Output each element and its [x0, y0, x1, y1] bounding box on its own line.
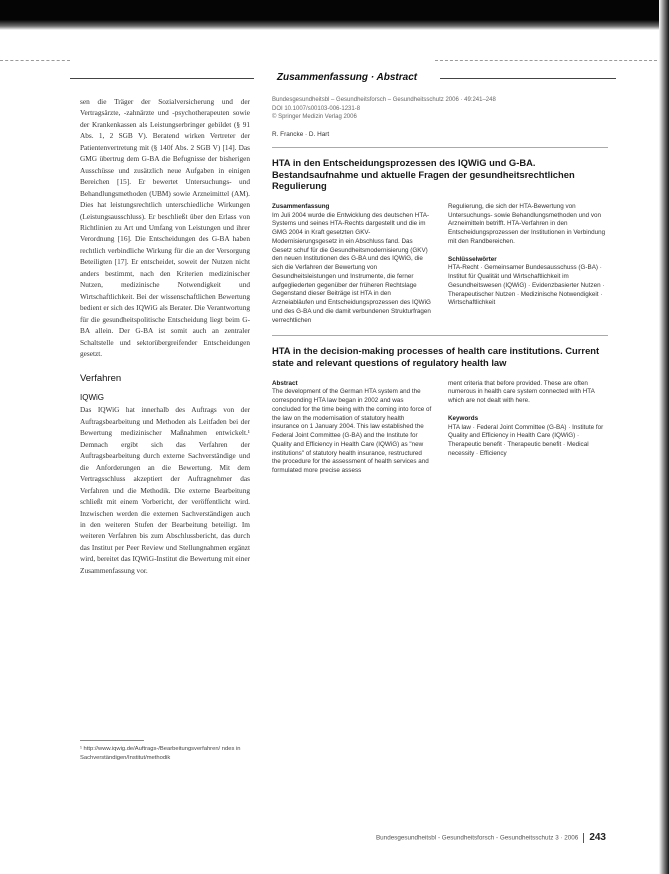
article-title-english: HTA in the decision-making processes of health care institutions. Current state and relevant questions of regulatory health law — [272, 345, 600, 368]
footnote-rule — [80, 740, 144, 741]
page-number: 243 — [589, 832, 606, 843]
dashed-rule-left — [0, 60, 70, 61]
footer-divider — [583, 833, 584, 843]
abstract-column-left — [272, 380, 432, 476]
german-summary-columns — [272, 203, 608, 326]
english-abstract-columns — [272, 380, 608, 476]
page-footer — [300, 833, 606, 844]
scan-border-top — [0, 0, 669, 30]
dashed-rule-right — [435, 60, 657, 61]
abstract-heading: Abstract — [272, 379, 298, 387]
zusammenfassung-continuation-block — [448, 203, 608, 247]
body-paragraph: Das IQWiG hat innerhalb des Auftrags von der Auftragsbearbeitung und Methoden als Leitfaden bei der Bewertung medizinischer Maßnahmen entwickelt.¹ Demnach ergibt sich das Verfahren der Auftragsbearbeitung durch externe Sachverständige und die Anforderungen an die Bewertung. Mit dem Vertragsschluss akzeptiert der Auftragnehmer das Verfahren und die Methodik. Die externe Bearbeitung schließt mit einem Vorbericht, der veröffentlicht wird. Inzwischen werden die externen Sachverständigen auch in den weiteren Stufen der Bearbeitung beteiligt. Im weiteren Verfahren bis zum Abschlussbericht, das durch das Institut per Peer Review und Stellungnahmen ergänzt wird, bereitet das IQWiG-Institut die Bewertung mit einer Zusammenfassung vor. — [80, 405, 250, 575]
abstract-column-right — [448, 380, 608, 476]
keywords-text: HTA law · Federal Joint Committee (G-BA) · Institute for Quality and Efficiency in Health Care (IQWiG) · Therapeutic benefit · Therapeutic benefit · Medical necessity · Efficiency — [448, 423, 604, 457]
authors: R. Francke · D. Hart — [272, 131, 330, 139]
section-heading-verfahren: Verfahren — [80, 373, 122, 385]
zusammenfassung-heading: Zusammenfassung — [272, 202, 330, 210]
summary-column-left — [272, 203, 432, 326]
scan-border-right — [659, 0, 669, 874]
left-body-column — [80, 96, 250, 576]
footnote: ¹ http://www.iqwig.de/Auftrags-/Bearbeitungsverfahren/ ndes in Sachverständigen/Institut/methodik — [80, 746, 241, 761]
abstract-continuation: ment criteria that before provided. These are often numerous in health care system connected with HTA which are not dealt with here. — [448, 379, 595, 405]
keywords-heading: Keywords — [448, 414, 479, 422]
body-paragraph: sen die Träger der Sozialversicherung und der Vertragsärzte, -zahnärzte und -psychotherapeuten sowie der Krankenkassen als Leistungserbringer gebildet (§ 91 Abs. 1, 2 SGB V). Beratend wirken Vertreter der Patientenvertretung mit (§ 140f Abs. 2 SGB V) [14]. Das GMG übertrug dem G-BA die Befugnisse der bisherigen Ausschüsse und zusätzlich neue Aufgaben in einigen Bereichen [15]. Er bewertet Untersuchungs- und Behandlungsmethoden (UBM) sowie Arzneimittel (AM). Dies hat leistungsrechtlich unterschiedliche Wirkungen (Leistungsausschluss). Er beschließt über den Erlass von Richtlinien zu Art und Umfang von Leistungen und ihrer Verordnung [16]. Die Entscheidungen des G-BA haben rechtlich verbindliche Wirkung für die an der Versorgung Beteiligten [17]. Er entscheidet, soweit der Nutzen nicht anders bestimmt, nach den Kriterien medizinischer Nutzen, medizinische Notwendigkeit und Wirtschaftlichkeit. Bei der wissenschaftlichen Bewertung bedient er sich des IQWiG als Berater. Die Verantwortung für die gesundheitspolitische Entscheidung liegt beim G-BA allein. Der G-BA ist somit auch an zentraler Schaltstelle und sektorübergreifender Entscheidungen gesetzt. — [80, 97, 250, 358]
abstract-box — [272, 96, 608, 476]
schluesselwoerter-heading: Schlüsselwörter — [448, 255, 497, 263]
citation-meta: Bundesgesundheitsbl – Gesundheitsforsch – Gesundheitsschutz 2006 · 49:241–248 DOI 10.1007/s00103-006-1231-8 © Springer Medizin Verlag 2006 — [272, 97, 496, 121]
section-title: Zusammenfassung · Abstract — [254, 71, 440, 84]
separator — [272, 335, 608, 336]
separator — [272, 147, 608, 148]
zusammenfassung-text: Im Juli 2004 wurde die Entwicklung des deutschen HTA-Systems und seines HTA-Rechts dargestellt und die im GMG 2004 in Kraft gesetzten GKV-Modernisierungsgesetz in ein Abschluss fand. Das Gesetz schuf für die Gesundheitsmodernisierung (GKV) den neuen Institutionen des G-BA und des IQWiG, die sich die Verfahren der Bewertung von Gesundheitsleistungen und Instrumente, die ferner aufgegliederten gegenüber der früheren Rechtslage Gegenstand dieser Beiträge ist HTA in den Arzneiabläufen und Entscheidungsprozessen des IQWiG und des G-BA und die damit verbundenen Strukturfragen verrechtlichen — [272, 211, 431, 324]
abstract-continuation-block — [448, 380, 608, 406]
subsection-heading-iqwig: IQWiG — [80, 393, 104, 403]
abstract-text: The development of the German HTA system and the corresponding HTA law began in 2002 and was concluded for the time being with the coming into force of the law on the modernisation of statutory health insurance on 1 January 2004. This law established the Federal Joint Committee (G-BA) and the Institute for Quality and Efficiency in Health Care (IQWiG) as "new institutions" of statutory health insurance, restructured the procedure for the assessment of health services and formulated more precise assess — [272, 388, 432, 475]
article-title-german: HTA in den Entscheidungsprozessen des IQWiG und G-BA. Bestandsaufnahme und aktuelle Fragen der gesundheitsrechtlichen Regulierung — [272, 157, 575, 192]
summary-column-right — [448, 203, 608, 326]
zusammenfassung-continuation: Regulierung, die sich der HTA-Bewertung von Untersuchungs- sowie Behandlungsmethoden und von Arzneimitteln betrifft. HTA-Verfahren in den Entscheidungsprozessen der Institutionen in Verbindung mit den Randbereichen. — [448, 202, 606, 245]
journal-reference: Bundesgesundheitsbl - Gesundheitsforsch - Gesundheitsschutz 3 · 2006 — [375, 834, 579, 842]
schluesselwoerter-text: HTA-Recht · Gemeinsamer Bundesausschuss (G-BA) · Institut für Qualität und Wirtschaftlichkeit im Gesundheitswesen (IQWiG) · Evidenzbasierter Nutzen · Therapeutischer Nutzen · Medizinische Notwendigkeit · Wirtschaftlichkeit — [448, 264, 605, 307]
